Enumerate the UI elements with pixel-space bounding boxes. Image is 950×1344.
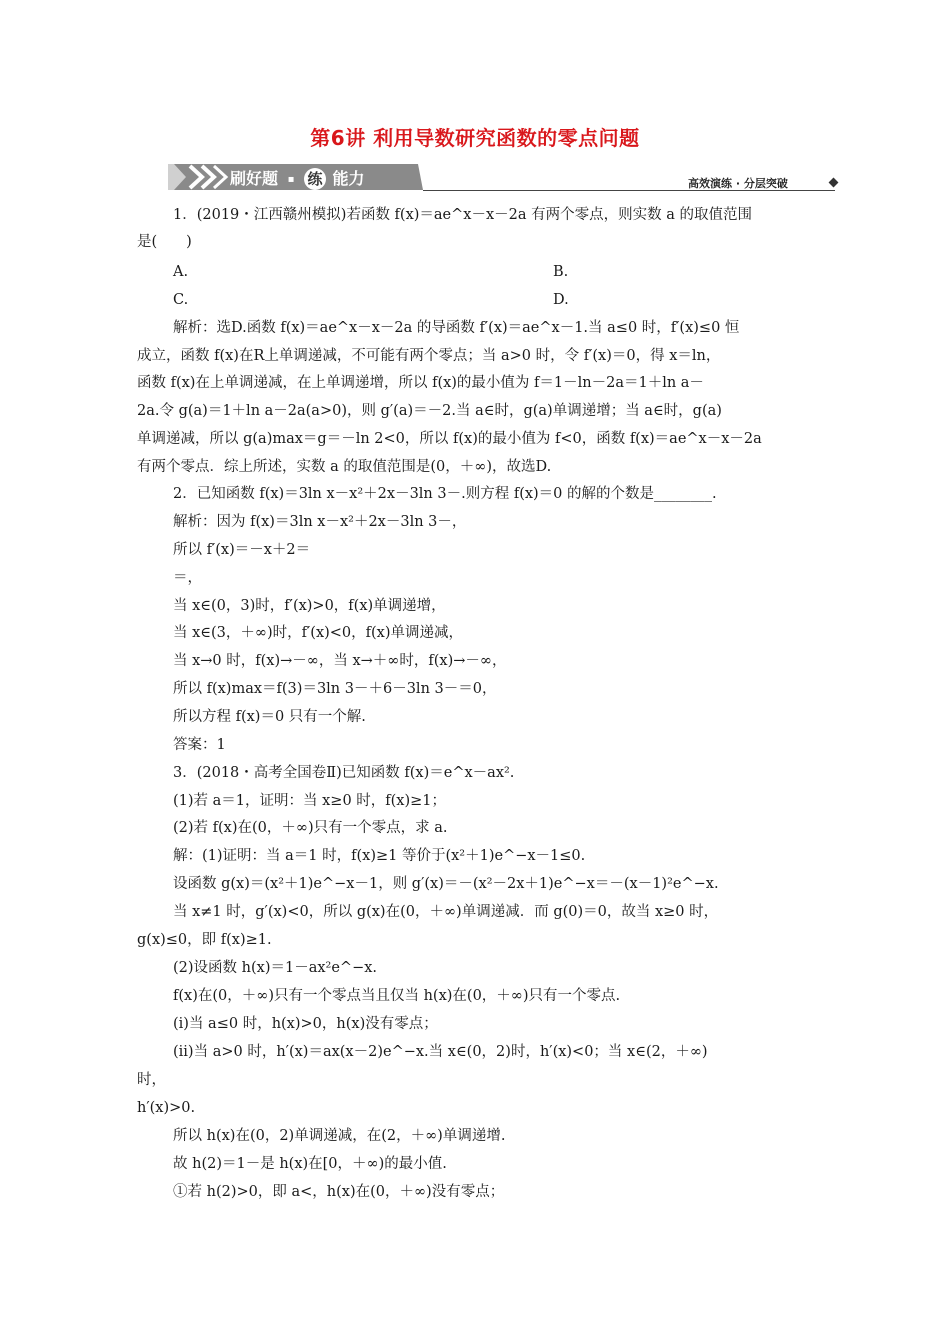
p1-stem-line2: 是( ) [137,234,192,250]
p2-solution-line6: 当 x→0 时，f(x)→－∞，当 x→＋∞时，f(x)→－∞， [173,653,507,669]
p3-answer-line9: 时， [137,1072,166,1088]
banner-text-1: 刷好题 [230,169,279,188]
p2-solution-line1: 解析：因为 f(x)＝3ln x－x²＋2x－3ln 3－， [173,514,467,530]
p1-solution-line3: 函数 f(x)在上单调递减，在上单调递增，所以 f(x)的最小值为 f＝1－ln－2a＝1＋ln a－ [137,375,704,391]
p1-solution-line1: 解析：选D.函数 f(x)＝ae^x－x－2a 的导函数 f′(x)＝ae^x－1.当 a≤0 时，f′(x)≤0 恒 [173,320,740,336]
p1-option-c: C. [173,292,189,308]
p3-answer-line3: 当 x≠1 时，g′(x)<0，所以 g(x)在(0，＋∞)单调递减．而 g(0)＝0，故当 x≥0 时， [173,904,719,920]
p2-solution-line3: ＝， [173,570,202,586]
p3-answer-line1: 解：(1)证明：当 a＝1 时，f(x)≥1 等价于(x²＋1)e^−x－1≤0. [173,848,586,864]
banner-separator: ▪ [287,174,295,185]
p2-answer: 答案：1 [173,737,226,753]
p3-answer-line13: ①若 h(2)>0，即 a<，h(x)在(0，＋∞)没有零点； [173,1184,505,1200]
p3-answer-line5: (2)设函数 h(x)＝1－ax²e^−x. [173,960,378,976]
p3-answer-line6: f(x)在(0，＋∞)只有一个零点当且仅当 h(x)在(0，＋∞)只有一个零点. [173,988,621,1004]
p3-answer-line4: g(x)≤0，即 f(x)≥1. [137,932,272,948]
page-title: 第6讲 利用导数研究函数的零点问题 [310,126,640,150]
slogan: 高效演练 · 分层突破 [688,177,788,190]
banner-circled-char: 练 [304,168,326,190]
p3-answer-line10: h′(x)>0. [137,1100,196,1116]
p1-option-b: B. [553,264,569,280]
p2-solution-line8: 所以方程 f(x)＝0 只有一个解. [173,709,366,725]
p2-solution-line4: 当 x∈(0，3)时，f′(x)>0，f(x)单调递增， [173,598,446,614]
p1-option-a: A. [173,264,189,280]
p3-question-2: (2)若 f(x)在(0，＋∞)只有一个零点，求 a. [173,820,448,836]
p3-answer-line8: (ⅱ)当 a>0 时，h′(x)＝ax(x－2)e^−x.当 x∈(0，2)时，h′(x)<0；当 x∈(2，＋∞) [173,1044,708,1060]
p1-solution-line5: 单调递减，所以 g(a)max＝g＝－ln 2<0，所以 f(x)的最小值为 f<0，函数 f(x)＝ae^x－x－2a [137,431,762,447]
p1-solution-line4: 2a.令 g(a)＝1＋ln a－2a(a>0)，则 g′(a)＝－2.当 a∈时，g(a)单调递增；当 a∈时，g(a) [137,403,722,419]
p3-answer-line12: 故 h(2)＝1－是 h(x)在[0，＋∞)的最小值. [173,1156,447,1172]
banner-text-2: 能力 [332,169,365,188]
p3-stem: 3．(2018・高考全国卷Ⅱ)已知函数 f(x)＝e^x－ax². [173,765,515,781]
p3-answer-line2: 设函数 g(x)＝(x²＋1)e^−x－1，则 g′(x)＝－(x²－2x＋1)e^−x＝－(x－1)²e^−x. [173,876,719,892]
p2-solution-line5: 当 x∈(3，＋∞)时，f′(x)<0，f(x)单调递减， [173,625,464,641]
p1-solution-line6: 有两个零点．综上所述，实数 a 的取值范围是(0，＋∞)，故选D. [137,459,552,475]
p3-question-1: (1)若 a＝1，证明：当 x≥0 时，f(x)≥1； [173,793,447,809]
p2-solution-line7: 所以 f(x)max＝f(3)＝3ln 3－＋6－3ln 3－＝0， [173,681,497,697]
p1-option-d: D. [553,292,569,308]
p3-answer-line7: (ⅰ)当 a≤0 时，h(x)>0，h(x)没有零点； [173,1016,438,1032]
p3-answer-line11: 所以 h(x)在(0，2)单调递减，在(2，＋∞)单调递增. [173,1128,506,1144]
banner-label [230,166,365,190]
p2-solution-line2: 所以 f′(x)＝－x＋2＝ [173,542,311,558]
p2-stem: 2．已知函数 f(x)＝3ln x－x²＋2x－3ln 3－.则方程 f(x)＝0 的解的个数是________. [173,486,717,502]
diamond-icon [829,178,839,188]
p1-stem-line1: 1．(2019・江西赣州模拟)若函数 f(x)＝ae^x－x－2a 有两个零点，则实数 a 的取值范围 [173,207,752,223]
p1-solution-line2: 成立，函数 f(x)在R上单调递减，不可能有两个零点；当 a>0 时，令 f′(x)＝0，得 x＝ln， [137,348,721,364]
